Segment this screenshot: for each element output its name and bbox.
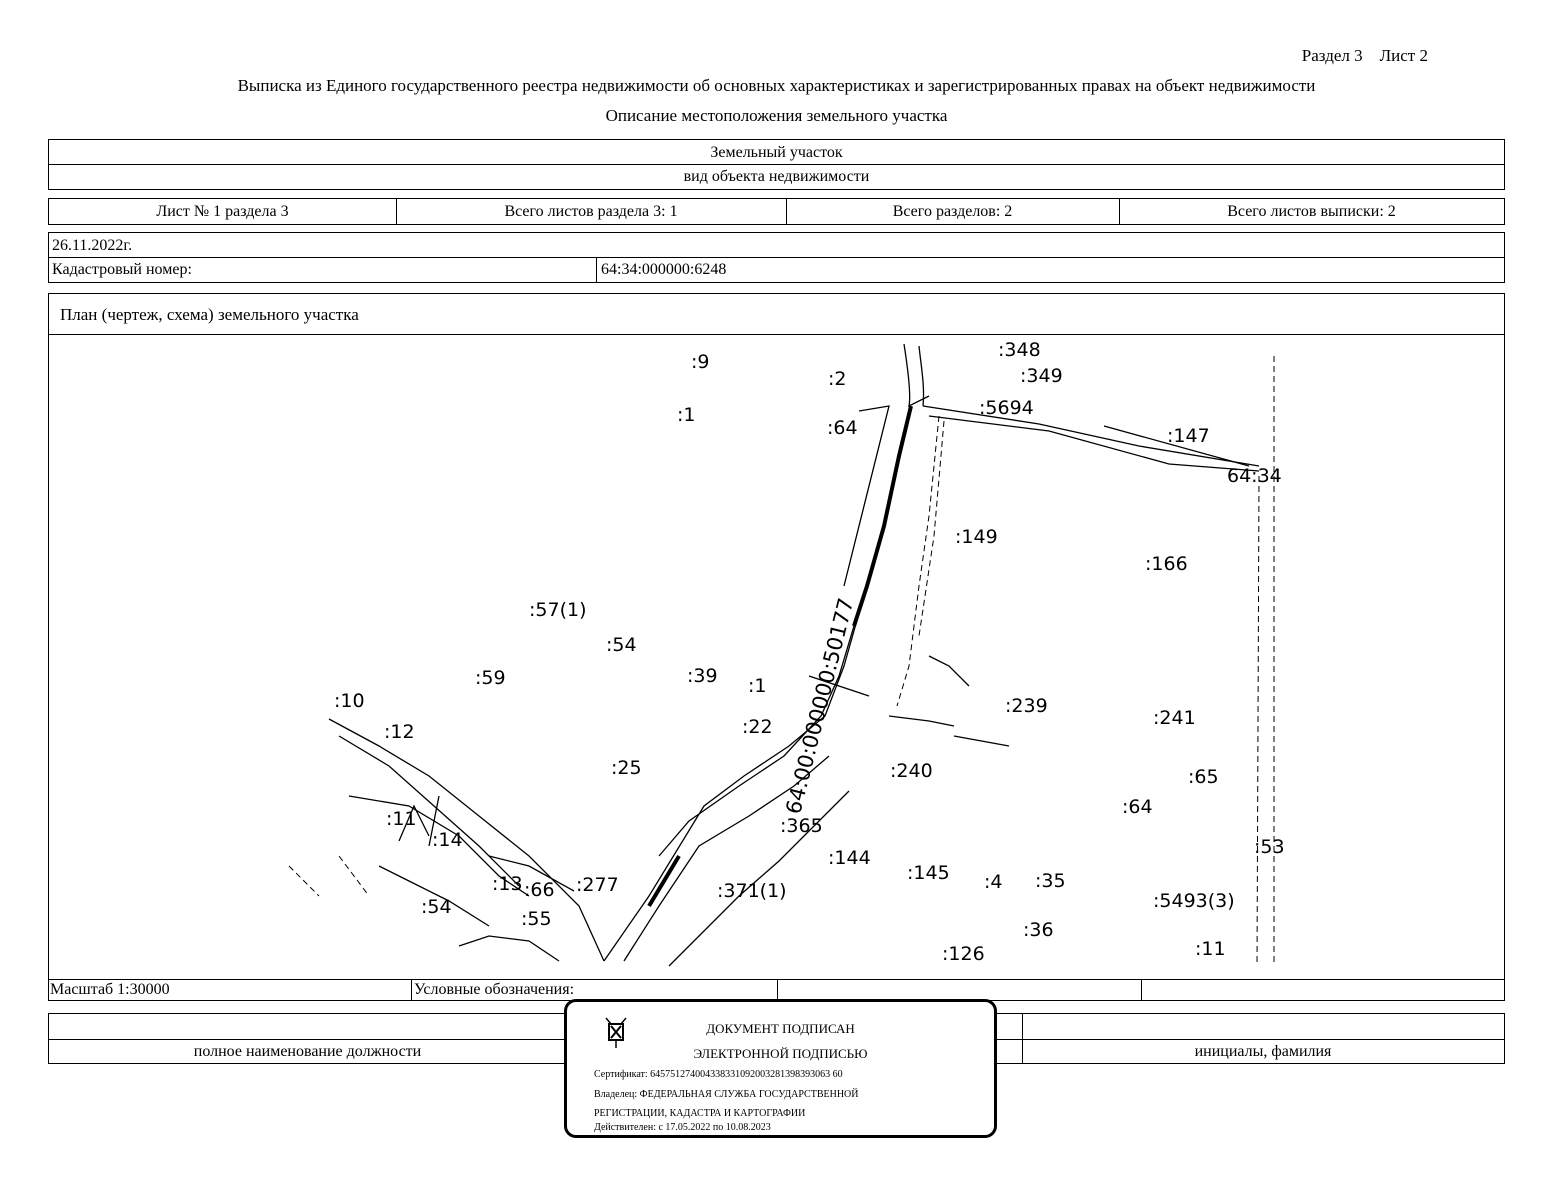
map-label-54-bottom: :54 [421, 896, 452, 918]
map-label-240: :240 [890, 760, 933, 782]
map-label-22: :22 [742, 716, 773, 738]
map-label-64-right: :64 [1122, 796, 1153, 818]
map-label-13: :13 [492, 873, 523, 895]
document-title: Выписка из Единого государственного реестра недвижимости об основных характеристиках и зарегистрированных правах на объект недвижимости [237, 76, 1316, 95]
map-label-149: :149 [955, 526, 998, 548]
cadastral-number: 64:34:000000:6248 [601, 261, 727, 278]
map-label-12: :12 [384, 721, 415, 743]
map-label-64-34: 64:34 [1227, 465, 1282, 487]
map-label-4: :4 [984, 871, 1003, 893]
digital-signature-stamp [564, 999, 997, 1138]
map-label-348: :348 [998, 339, 1041, 361]
map-label-371-1: :371(1) [717, 880, 787, 902]
object-type-caption: вид объекта недвижимости [683, 168, 870, 185]
scale: Масштаб 1:30000 [50, 981, 170, 998]
map-label-11-right: :11 [1195, 938, 1226, 960]
cadastral-label: Кадастровый номер: [52, 261, 192, 278]
map-label-66: :66 [524, 879, 555, 901]
map-label-349: :349 [1020, 365, 1063, 387]
map-label-36: :36 [1023, 919, 1054, 941]
object-type-value: Земельный участок [710, 143, 843, 161]
stamp-line2: ЭЛЕКТРОННОЙ ПОДПИСЬЮ [693, 1046, 868, 1061]
map-label-road-cadastral: 64:00:000000:50177 [781, 595, 859, 817]
map-label-147: :147 [1167, 425, 1210, 447]
sheet-number: Лист № 1 раздела 3 [156, 202, 289, 220]
total-sheets-section: Всего листов раздела 3: 1 [504, 202, 678, 220]
map-label-277: :277 [576, 874, 619, 896]
map-label-239: :239 [1005, 695, 1048, 717]
map-label-9: :9 [691, 351, 710, 373]
map-label-55: :55 [521, 908, 552, 930]
map-label-53: :53 [1254, 836, 1285, 858]
stamp-owner-line2: РЕГИСТРАЦИИ, КАДАСТРА И КАРТОГРАФИИ [594, 1108, 806, 1119]
map-label-11-left: :11 [386, 808, 417, 830]
map-label-5694: :5694 [979, 397, 1034, 419]
map-label-241: :241 [1153, 707, 1196, 729]
name-caption: инициалы, фамилия [1194, 1042, 1332, 1060]
map-label-5493-3: :5493(3) [1153, 890, 1235, 912]
stamp-certificate: Сертификат: 645751274004338331092003281398393063 60 [594, 1069, 843, 1080]
total-sections: Всего разделов: 2 [892, 202, 1013, 220]
legend-label: Условные обозначения: [414, 981, 575, 998]
extract-date: 26.11.2022г. [52, 236, 133, 254]
stamp-validity: Действителен: с 17.05.2022 по 10.08.2023 [594, 1122, 771, 1133]
map-label-145: :145 [907, 862, 950, 884]
map-label-14: :14 [432, 829, 463, 851]
scale-legend-row [48, 979, 1505, 1001]
map-label-57-1: :57(1) [529, 599, 587, 621]
stamp-owner-line1: Владелец: ФЕДЕРАЛЬНАЯ СЛУЖБА ГОСУДАРСТВЕННОЙ [594, 1089, 859, 1100]
map-label-365: :365 [780, 815, 823, 837]
map-label-126: :126 [942, 943, 985, 965]
total-sheets-extract: Всего листов выписки: 2 [1227, 202, 1396, 220]
stamp-line1: ДОКУМЕНТ ПОДПИСАН [706, 1021, 855, 1036]
map-label-39: :39 [687, 665, 718, 687]
map-label-25: :25 [611, 757, 642, 779]
map-label-1-mid: :1 [748, 675, 767, 697]
map-label-1-top: :1 [677, 404, 696, 426]
map-label-65: :65 [1188, 766, 1219, 788]
plan-block [48, 293, 1505, 1001]
plan-title: План (чертеж, схема) земельного участка [60, 304, 359, 324]
map-label-54-mid: :54 [606, 634, 637, 656]
map-label-35: :35 [1035, 870, 1066, 892]
map-label-144: :144 [828, 847, 871, 869]
object-type-block [48, 139, 1505, 190]
map-label-10: :10 [334, 690, 365, 712]
document-subtitle: Описание местоположения земельного участка [605, 106, 948, 125]
sheets-info-row [48, 198, 1505, 225]
meta-block [48, 232, 1505, 283]
map-label-64-top: :64 [827, 417, 858, 439]
map-label-166: :166 [1145, 553, 1188, 575]
position-caption: полное наименование должности [193, 1042, 422, 1060]
section-sheet-label: Раздел 3 Лист 2 [1301, 46, 1428, 65]
map-label-2: :2 [828, 368, 847, 390]
map-label-59: :59 [475, 667, 506, 689]
